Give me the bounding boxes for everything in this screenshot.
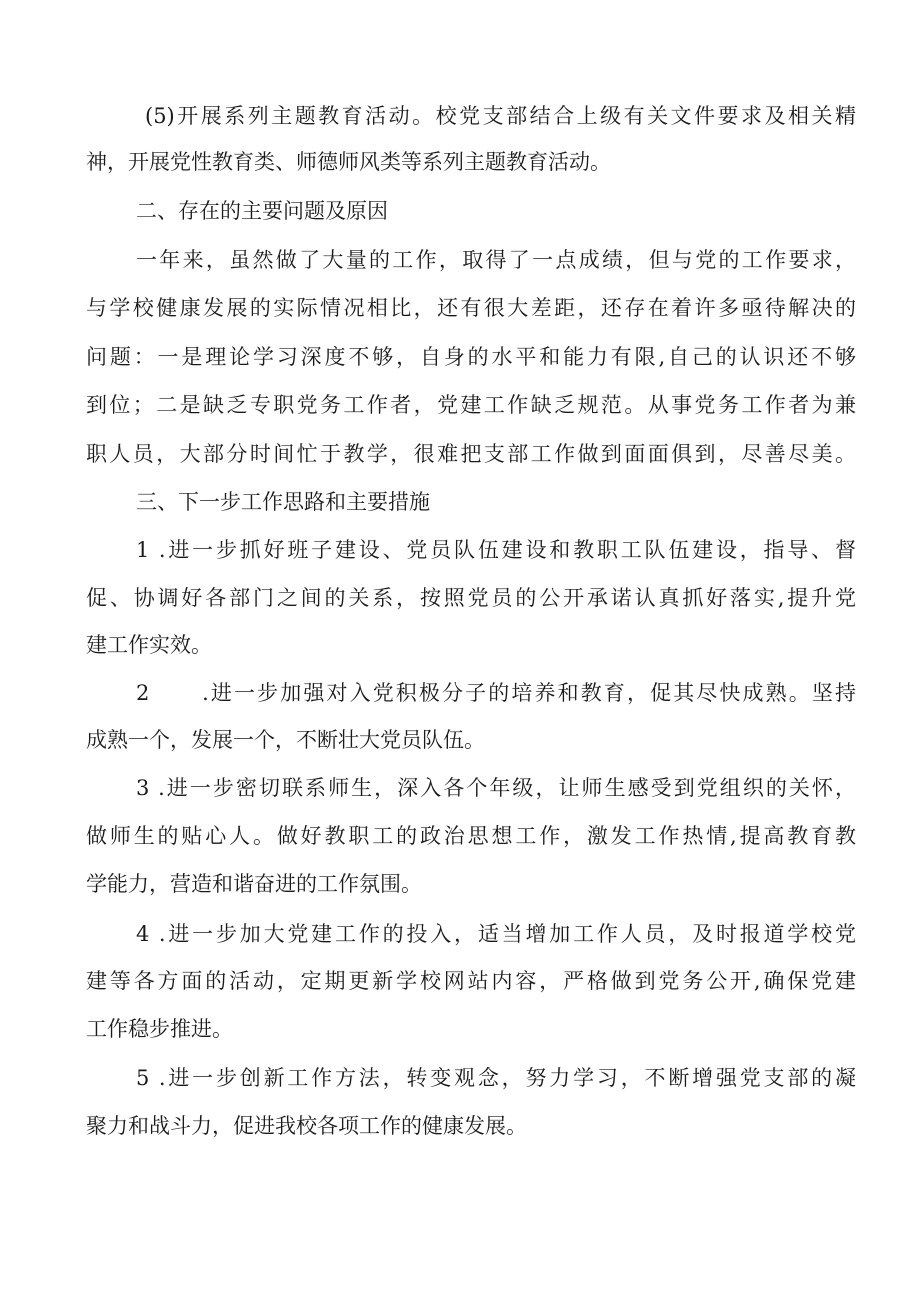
paragraph-line: 到位；二是缺乏专职党务工作者，党建工作缺乏规范。从事党务工作者为兼 (86, 393, 856, 417)
paragraph-line: 神，开展党性教育类、师德师风类等系列主题教育活动。 (86, 150, 611, 174)
section-heading: 二、存在的主要问题及原因 (136, 199, 388, 223)
list-item-line: 4 .进一步加大党建工作的投入，适当增加工作人员，及时报道学校党 (136, 922, 856, 946)
list-item-line: 促、协调好各部门之间的关系，按照党员的公开承诺认真抓好落实,提升党 (86, 586, 856, 610)
list-item-line: 做师生的贴心人。做好教职工的政治思想工作，激发工作热情,提高教育教 (86, 824, 856, 848)
list-item-line: 5 .进一步创新工作方法，转变观念，努力学习，不断增强党支部的凝 (136, 1066, 856, 1090)
paragraph-line: 问题：一是理论学习深度不够，自身的水平和能力有限,自己的认识还不够 (86, 345, 856, 369)
list-item-line: 1 .进一步抓好班子建设、党员队伍建设和教职工队伍建设，指导、督 (136, 538, 856, 562)
list-item-line: 聚力和战斗力，促进我校各项工作的健康发展。 (86, 1114, 527, 1138)
list-item-line: 成熟一个，发展一个，不断壮大党员队伍。 (86, 728, 485, 752)
paragraph-line: 与学校健康发展的实际情况相比，还有很大差距，还存在着许多亟待解决的 (86, 296, 856, 320)
list-item-line: 建等各方面的活动，定期更新学校网站内容，严格做到党务公开,确保党建 (86, 969, 856, 993)
list-item-line: 2 .进一步加强对入党积极分子的培养和教育，促其尽快成熟。坚持 (136, 681, 856, 705)
list-item-line: 学能力，营造和谐奋进的工作氛围。 (86, 872, 422, 896)
list-item-line: 工作稳步推进。 (86, 1017, 233, 1041)
list-item-line: 建工作实效。 (86, 633, 212, 657)
list-item-line: 3 .进一步密切联系师生，深入各个年级，让师生感受到党组织的关怀， (136, 776, 856, 800)
section-heading: 三、下一步工作思路和主要措施 (136, 490, 430, 514)
paragraph-line: (5)开展系列主题教育活动。校党支部结合上级有关文件要求及相关精 (145, 104, 856, 128)
paragraph-line: 职人员，大部分时间忙于教学，很难把支部工作做到面面俱到，尽善尽美。 (86, 442, 856, 466)
paragraph-line: 一年来，虽然做了大量的工作，取得了一点成绩，但与党的工作要求， (136, 248, 856, 272)
